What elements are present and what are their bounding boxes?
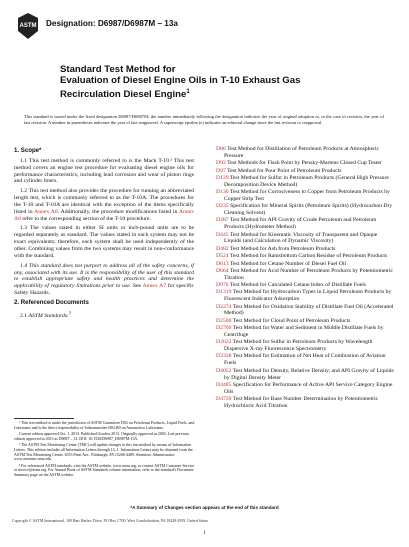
footnotes xyxy=(14,418,198,479)
reference-title: Test Method for Hydrocarbon Types in Liquid Petroleum Products by Fluorescent Indicator Adsorption xyxy=(224,289,392,303)
scope-1-3: 1.3 The values stated in either SI units or inch-pound units are to be regarded separately as standard. The values stated in each system may not be exact equivalents; therefore, each system shall be used independently of the other. Combining values from the two systems may result in non-conformance with the standard. xyxy=(14,225,194,259)
reference-code-link[interactable]: D976 xyxy=(216,282,229,289)
reference-title: Test Method for Cetane Number of Diesel Fuel Oil xyxy=(228,260,347,267)
annex-a7-link[interactable]: Annex A7 xyxy=(142,283,167,290)
reference-item xyxy=(216,289,396,303)
reference-item xyxy=(216,160,396,167)
references-2-1: 2.1 ASTM Standards:$^3$ xyxy=(20,309,71,319)
reference-item xyxy=(216,261,396,268)
title-line-2: Evaluation of Diesel Engine Oils in T-10 Exhaust Gas xyxy=(60,75,301,87)
reference-code-link[interactable]: D287 xyxy=(216,217,229,224)
reference-title: Test Method for Water and Sediment in Middle Distillate Fuels by Centrifuge xyxy=(224,325,384,338)
reference-code-link[interactable]: D4052 xyxy=(216,367,232,374)
reference-item xyxy=(216,318,396,325)
reference-code-link[interactable]: D524 xyxy=(216,253,229,260)
summary-of-changes-note: *A Summary of Changes section appears at the end of this standard xyxy=(130,505,279,510)
reference-code-link[interactable]: D4485 xyxy=(216,381,232,388)
reference-title: Test Method for Base Number Determination by Potentiometric Hydrochloric Acid Titration xyxy=(224,396,379,409)
reference-code-link[interactable]: D664 xyxy=(216,267,229,274)
footnote-1b: Current edition approved Oct. 1, 2013. Published October 2013. Originally approved in 2003. Last previous edition approved in 2013 as D6987 – 13. DOI: 10.1520/D6987_D6987M-13A. xyxy=(14,431,190,441)
annex-a8-link-2[interactable]: Annex A8 xyxy=(14,208,194,222)
reference-title: Specification for Performance of Active API Service Category Engine Oils xyxy=(224,381,393,395)
reference-code-link[interactable]: D2709 xyxy=(216,325,232,332)
designation: Designation: D6987/D6987M – 13a xyxy=(46,19,178,28)
title-line-1: Standard Test Method for xyxy=(60,64,176,75)
scope-1-2: 1.2 This test method also provides the procedure for running an abbreviated length test, which is commonly referred to as the T-10A. The procedures for the T-10 and T-10A are identical with the exception of the items specifically listed in Annex A8. Additionally, the procedure modifications listed in Annex A8 refer to the corresponding section of the T-10 procedure. xyxy=(14,188,194,222)
reference-title: Test Method for Pour Point of Petroleum Products xyxy=(225,167,342,174)
reference-item xyxy=(216,168,396,175)
reference-item xyxy=(216,304,396,318)
reference-item xyxy=(216,325,396,339)
reference-item xyxy=(216,217,396,231)
reference-title: Test Methods for Flash Point by Pensky-Martens Closed Cup Tester xyxy=(225,160,382,167)
reference-title: Test Method for Estimation of Net Heat of Combustion of Aviation Fuels xyxy=(224,353,386,367)
copyright-line: Copyright © ASTM International, 100 Barr Harbor Drive, PO Box C700, West Conshohocken, PA 19428-2959. United States xyxy=(12,519,208,523)
reference-item xyxy=(216,339,396,353)
reference-item xyxy=(216,396,396,410)
reference-item xyxy=(216,282,396,289)
reference-code-link[interactable]: D97 xyxy=(216,167,226,174)
reference-title: Test Method for Kinematic Viscosity of Transparent and Opaque Liquids (and Calculation of Dynamic Viscosity) xyxy=(224,231,378,245)
reference-code-link[interactable]: D2622 xyxy=(216,339,232,346)
reference-item xyxy=(216,175,396,189)
scope-heading: 1. Scope* xyxy=(14,147,42,154)
footnote-rule xyxy=(14,418,74,419)
reference-code-link[interactable]: D445 xyxy=(216,231,229,238)
astm-logo-icon xyxy=(18,13,38,39)
reference-title: Test Method for Ash from Petroleum Products xyxy=(228,245,336,252)
reference-code-link[interactable]: D613 xyxy=(216,260,229,267)
reference-item xyxy=(216,253,396,260)
page-number: 1 xyxy=(203,530,206,536)
svg-text:ASTM: ASTM xyxy=(19,23,37,29)
reference-title: Test Method for Cloud Point of Petroleum Products xyxy=(231,317,351,324)
reference-title: Test Method for API Gravity of Crude Petroleum and Petroleum Products (Hydrometer Method) xyxy=(224,217,377,231)
reference-title: Test Method for Distillation of Petroleum Products at Atmospheric Pressure xyxy=(224,146,379,159)
scope-1-1: 1.1 This test method is commonly referred to is the Mack T-10.² This test method covers an engine test procedure for evaluating diesel engine oils for performance characteristics, including lead corrosion and wear of piston rings and cylinder liners. xyxy=(14,157,194,185)
reference-item xyxy=(216,368,396,382)
reference-code-link[interactable]: D235 xyxy=(216,203,229,210)
reference-code-link[interactable]: D482 xyxy=(216,245,229,252)
reference-code-link[interactable]: D129 xyxy=(216,174,229,181)
reference-code-link[interactable]: D4739 xyxy=(216,396,232,403)
annex-a8-link[interactable]: Annex A8 xyxy=(34,208,58,215)
reference-title: Test Method for Sulfur in Petroleum Products by Wavelength Dispersive X-ray Fluorescence Spectrometry xyxy=(224,339,373,353)
reference-item xyxy=(216,146,396,160)
reference-title: Test Method for Sulfur in Petroleum Products (General High Pressure Decomposition Device Method) xyxy=(224,174,389,188)
reference-code-link[interactable]: D3338 xyxy=(216,353,232,360)
scope-1-4: 1.4 This standard does not purport to address all of the safety concerns, if any, associated with its use. It is the responsibility of the user of this standard to establish appropriate safety and health practices and determine the applicability of regulatory limitations prior to use. See Annex A7 for specific Safety Hazards. xyxy=(14,262,194,297)
footnote-2: ² The ASTM Test Monitoring Center (TMC) will update changes in this test method by means of Information Letters. This edition includes all Information Letters through 13–1. Information Letters may be obtained from the ASTM Test Monitoring Center, 6555 Penn Ave., Pittsburgh, PA 15206-4489, Attention: Administrator. www.astmtmc.cmu.edu xyxy=(14,442,193,462)
reference-item xyxy=(216,246,396,253)
title-line-3: Recirculation Diesel Engine$^1$ xyxy=(60,88,190,100)
reference-item xyxy=(216,382,396,396)
reference-code-link[interactable]: D1319 xyxy=(216,289,232,296)
reference-list xyxy=(216,146,396,410)
left-column xyxy=(14,146,194,322)
reference-code-link[interactable]: D130 xyxy=(216,189,229,196)
issuance-notice: This standard is issued under the fixed designation D6987/D6987M; the number immediately following the designation indicates the year of original adoption or, in the case of revision, the year of last revision. A number in parentheses indicates the year of last reapproval. A superscript epsilon (ε) indicates an editorial change since the last revision or reapproval. xyxy=(24,114,384,125)
reference-title: Test Method for Density, Relative Density, and API Gravity of Liquids by Digital Density Meter xyxy=(224,367,394,381)
reference-item xyxy=(216,353,396,367)
footnote-3: ³ For referenced ASTM standards, visit the ASTM website, www.astm.org, or contact ASTM Customer Service at service@astm.org. For Annual Book of ASTM Standards volume information, refer to the standard's Document Summary page on the ASTM website. xyxy=(14,462,195,477)
reference-title: Specification for Mineral Spirits (Petroleum Spirits) (Hydrocarbon Dry Cleaning Solvent) xyxy=(224,203,393,217)
reference-title: Test Method for Ramsbottom Carbon Residue of Petroleum Products xyxy=(228,253,388,260)
reference-item xyxy=(216,203,396,217)
reference-item xyxy=(216,232,396,246)
reference-title: Test Method for Calculated Cetane Index of Distillate Fuels xyxy=(228,282,367,289)
footnote-1: ¹ This test method is under the jurisdiction of ASTM Committee D02 on Petroleum Products, Liquid Fuels, and Lubricants and is the direct responsibility of Subcommittee D02.B0 on Automotive Lubricants. xyxy=(14,420,195,430)
reference-title: Test Method for Acid Number of Petroleum Products by Potentiometric Titration xyxy=(224,267,394,281)
reference-title: Test Method for Oxidation Stability of Distillate Fuel Oil (Accelerated Method) xyxy=(224,303,394,317)
reference-item xyxy=(216,268,396,282)
references-heading: 2. Referenced Documents xyxy=(14,298,89,306)
reference-code-link[interactable]: D2274 xyxy=(216,303,232,310)
document-title xyxy=(60,64,360,100)
reference-code-link[interactable]: D93 xyxy=(216,160,226,167)
reference-title: Test Method for Corrosiveness to Copper from Petroleum Products by Copper Strip Test xyxy=(224,189,390,202)
reference-code-link[interactable]: D86 xyxy=(216,146,226,152)
reference-item xyxy=(216,189,396,203)
reference-code-link[interactable]: D2500 xyxy=(216,317,232,324)
